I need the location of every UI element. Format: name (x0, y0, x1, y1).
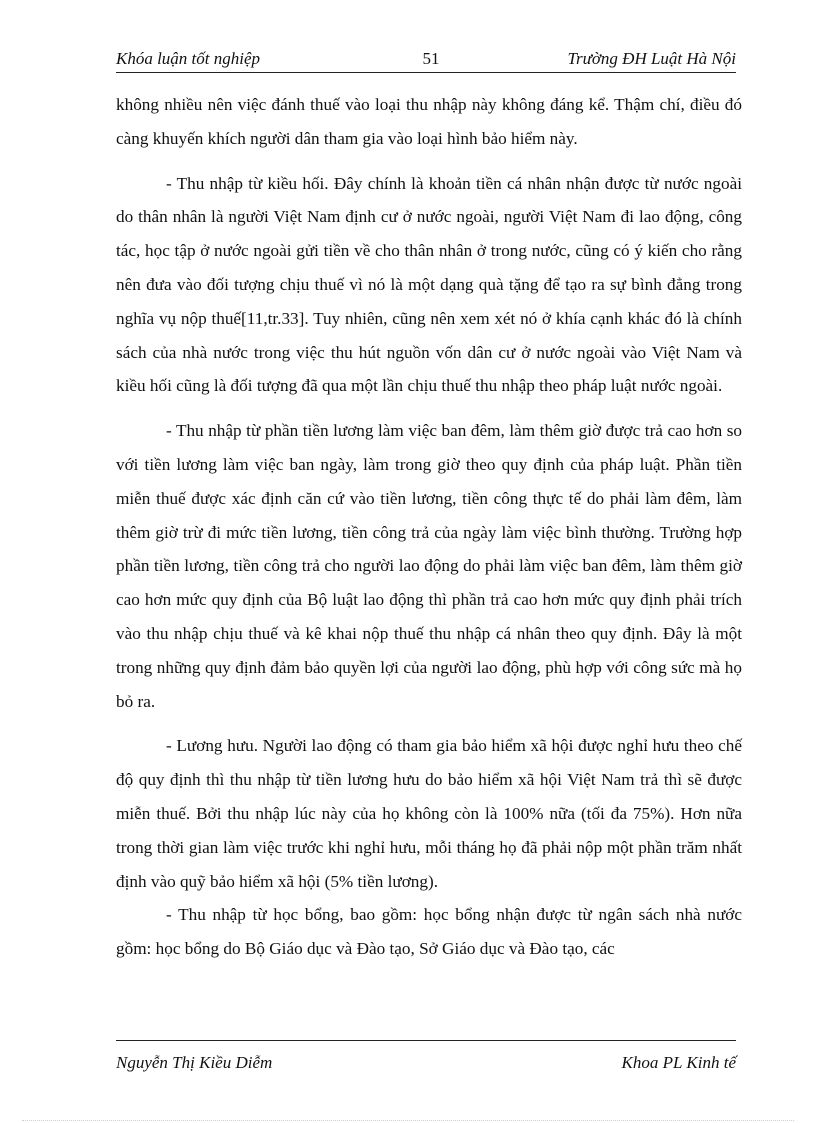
page-bottom-divider (22, 1120, 794, 1121)
page-header (116, 46, 736, 73)
footer-author: Nguyễn Thị Kiều Diễm (116, 1053, 273, 1072)
header-university: Trường ĐH Luật Hà Nội (567, 49, 736, 68)
paragraph-scholarship: - Thu nhập từ học bổng, bao gồm: học bổng nhận được từ ngân sách nhà nước gồm: học bổng do Bộ Giáo dục và Đào tạo, Sở Giáo dục và Đào tạo, các (116, 905, 742, 959)
page-footer (116, 1040, 736, 1072)
paragraph-continued: không nhiều nên việc đánh thuế vào loại thu nhập này không đáng kể. Thậm chí, điều đó càng khuyến khích người dân tham gia vào loại hình bảo hiểm này. (116, 95, 742, 148)
page-body (116, 88, 742, 966)
page-number: 51 (422, 49, 440, 68)
paragraph-overtime-pay: - Thu nhập từ phần tiền lương làm việc ban đêm, làm thêm giờ được trả cao hơn so với tiền lương làm việc ban ngày, làm trong giờ theo quy định của pháp luật. Phần tiền miễn thuế được xác định căn cứ vào tiền lương, tiền công thực tế do phải làm đêm, làm thêm giờ trừ đi mức tiền lương, tiền công trả của ngày làm việc bình thường. Trường hợp phần tiền lương, tiền công trả cho người lao động do phải làm việc ban đêm, làm thêm giờ cao hơn mức quy định của Bộ luật lao động thì phần trả cao hơn mức quy định phải trích vào thu nhập chịu thuế và kê khai nộp thuế thu nhập cá nhân theo quy định. Đây là một trong những quy định đảm bảo quyền lợi của người lao động, phù hợp với công sức mà họ bỏ ra. (116, 421, 742, 711)
paragraph-pension: - Lương hưu. Người lao động có tham gia bảo hiểm xã hội được nghỉ hưu theo chế độ quy định thì thu nhập từ tiền lương hưu do bảo hiểm xã hội Việt Nam trả thì sẽ được miễn thuế. Bởi thu nhập lúc này của họ không còn là 100% nữa (tối đa 75%). Hơn nữa trong thời gian làm việc trước khi nghỉ hưu, mỗi tháng họ đã phải nộp một phần trăm nhất định vào quỹ bảo hiểm xã hội (5% tiền lương). (116, 736, 742, 891)
header-thesis-label: Khóa luận tốt nghiệp (116, 49, 261, 68)
paragraph-remittance: - Thu nhập từ kiều hối. Đây chính là khoản tiền cá nhân nhận được từ nước ngoài do thân nhân là người Việt Nam định cư ở nước ngoài, người Việt Nam đi lao động, công tác, học tập ở nước ngoài gửi tiền về cho thân nhân ở trong nước, cũng có ý kiến cho rằng nên đưa vào đối tượng chịu thuế vì nó là một dạng quà tặng để tạo ra sự bình đẳng trong nghĩa vụ nộp thuế[11,tr.33]. Tuy nhiên, cũng nên xem xét nó ở khía cạnh khác đó là chính sách của nhà nước trong việc thu hút nguồn vốn dân cư ở nước ngoài vào Việt Nam và kiều hối cũng là đối tượng đã qua một lần chịu thuế thu nhập theo pháp luật nước ngoài. (116, 173, 742, 396)
footer-department: Khoa PL Kinh tế (621, 1053, 736, 1072)
